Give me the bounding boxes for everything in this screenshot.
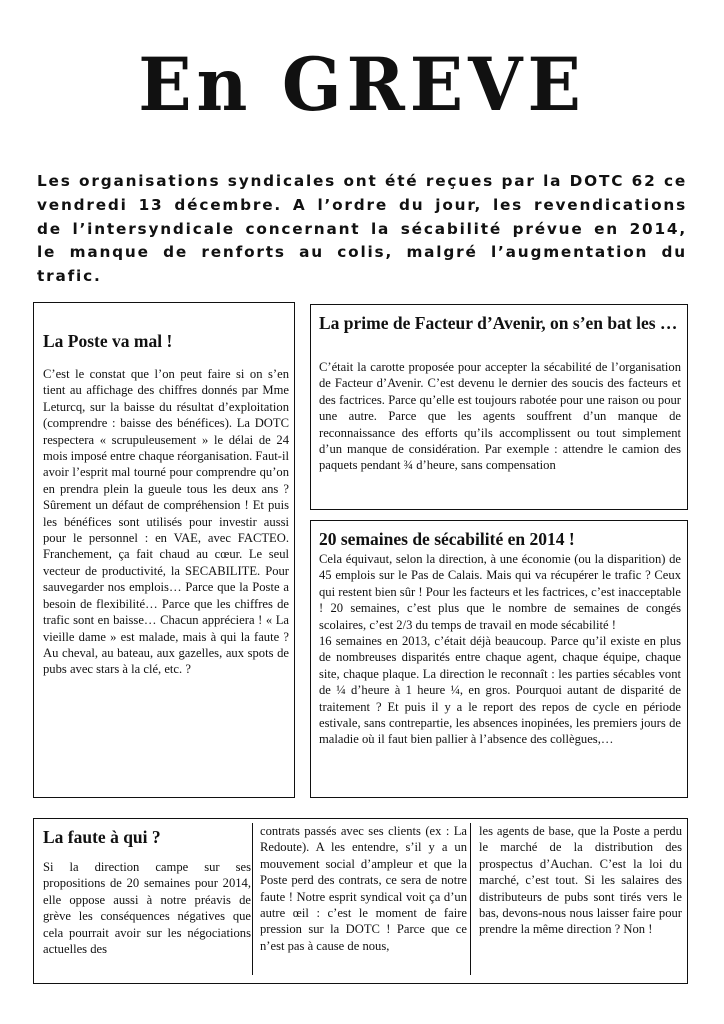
article-semaines-text-1: Cela équivaut, selon la direction, à une économie (ou la disparition) de 45 emplois sur le Pas de Calais. Mais qui va récupérer le trafic ? Ceux qui restent bien sûr ! Pour les facteurs et les factrices, c’est inacceptable ! 20 semaines, c’est plus que le nombre de semaines de congés scolaires, c’est 2/3 du temps de travail en mode sécabilité ! xyxy=(319,552,681,632)
article-prime-text: C’était la carotte proposée pour accepter la sécabilité de l’organisation de Facteur d’Avenir. C’est devenu le dernier des soucis des facteurs et des factrices. Parce qu’elle est toujours rabotée pour une raison ou pour une autre. Parce que les agents souffrent d’un manque de reconnaissance des efforts qu’ils accomplissent ou tout simplement d’un manque de considération. Par exemple : attendre le camion des paquets pendant ¾ d’heure, sans compensation xyxy=(319,360,681,473)
column-divider xyxy=(470,823,471,975)
article-prime-heading: La prime de Facteur d’Avenir, on s’en bat les … xyxy=(319,313,678,333)
article-semaines-body xyxy=(319,551,681,748)
article-faute-box xyxy=(33,818,688,984)
article-semaines-box xyxy=(310,520,688,798)
article-semaines-heading: 20 semaines de sécabilité en 2014 ! xyxy=(319,529,575,549)
article-poste-text: C’est le constat que l’on peut faire si on s’en tient au affichage des chiffres donnés par Mme Leturcq, sur la baisse du résultat d’exploitation (comprendre : baisse des bénéfices). La DOTC respectera « scrupuleusement » le délai de 24 mois imposé entre chaque réorganisation. Faut-il avoir l’esprit mal tourné pour comprendre qu’on en prendra plein la gueule tous les deux ans ? Sûrement un défaut de compréhension ! Et puis les bénéfices sont utilisés pour investir aussi pour le personnel : en VAE, avec FACTEO. Franchement, ça fait chaud au cœur. Le seul vecteur de productivité, la SECABILITE. Pour sauvegarder nos emplois… Parce que la Poste a besoin de flexibilité… Parce que les chiffres de trafic sont en baisse… Chacun appréciera ! « La vieille dame » est malade, mais à qui la faute ? Au cheval, au bateau, aux gazelles, aux spots de pubs avec stars à la clé, etc. ? xyxy=(43,367,289,677)
article-faute-column-3: les agents de base, que la Poste a perdu le marché de la distribution des prospectus d’Auchan. C’est la loi du marché, c’est tout. Si les salaires des distributeurs de pubs sont tirés vers le bas, devons-nous nous laisser faire pour prendre la même direction ? Non ! xyxy=(479,824,682,937)
article-poste-box xyxy=(33,302,295,798)
column-divider xyxy=(252,823,253,975)
article-prime-box xyxy=(310,304,688,510)
article-poste-heading: La Poste va mal ! xyxy=(43,331,173,351)
article-faute-heading: La faute à qui ? xyxy=(43,827,161,847)
article-faute-column-2: contrats passés avec ses clients (ex : La Redoute). A les entendre, s’il y a un mouvement social d’ampleur et que la Poste perd des contrats, ce sera de notre faute ! Notre esprit syndical voit ça d’un autre œil : c’est le moment de faire pression sur la DOTC ! Parce que ce n’est pas à cause de nous, xyxy=(260,824,467,953)
intro-paragraph: Les organisations syndicales ont été reçues par la DOTC 62 ce vendredi 13 décembre. A l’ordre du jour, les revendications de l’intersyndicale concernant la sécabilité prévue en 2014, le manque de renforts au colis, malgré l’augmentation du trafic. xyxy=(37,172,687,286)
article-semaines-text-2: 16 semaines en 2013, c’était déjà beaucoup. Parce qu’il existe en plus de nombreuses disparités entre chaque agent, chaque équipe, chaque site, chaque plaque. La direction le reconnaît : les parties sécables vont de ¼ d’heure à 1 heure ¼, en gros. Pourquoi autant de disparité de traitement ? Et puis il y a le report des repos de cycle en période estivale, sans contrepartie, les absences inopinées, les premiers jours de maladie où il faut bien pallier à l’absence des collègues,… xyxy=(319,634,681,747)
page-title: En GREVE xyxy=(138,40,586,129)
article-faute-column-1: Si la direction campe sur ses propositions de 20 semaines pour 2014, elle oppose aussi à notre préavis de grève les conséquences négatives que cela pourrait avoir sur les négociations actuelles des xyxy=(43,860,251,957)
